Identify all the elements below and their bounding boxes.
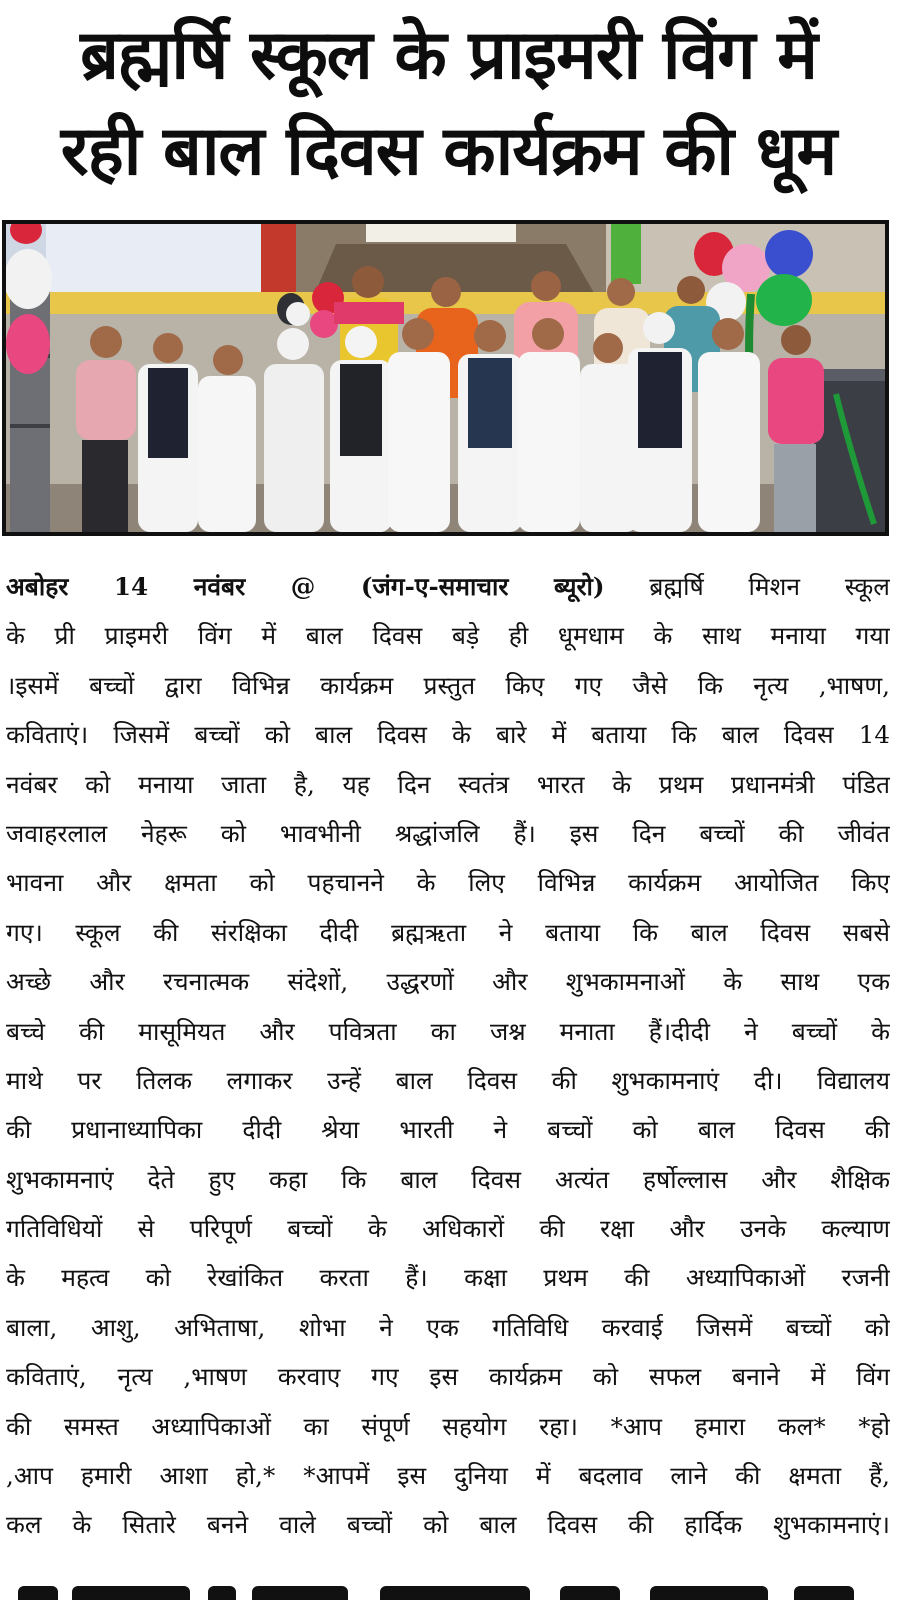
clipped-glyph — [380, 1586, 530, 1600]
article-line: कविताएं, नृत्य ,भाषण करवाए गए इस कार्यक्रम को सफल बनाने में विंग — [6, 1362, 890, 1392]
next-headline-clipped — [0, 1572, 897, 1600]
article-line: नवंबर को मनाया जाता है, यह दिन स्वतंत्र भारत के प्रथम प्रधानमंत्री पंडित — [6, 769, 890, 799]
article-line-1 — [6, 562, 890, 611]
article-dateline: अबोहर 14 नवंबर @ (जंग-ए-समाचार ब्यूरो) — [6, 572, 605, 601]
article-line: शुभकामनाएं देते हुए कहा कि बाल दिवस अत्यंत हर्षोल्लास और शैक्षिक — [6, 1164, 890, 1194]
article-line: बच्चे की मासूमियत और पवित्रता का जश्न मनाता हैं।दीदी ने बच्चों के — [6, 1016, 890, 1046]
headline — [0, 8, 897, 200]
article-first-line-rest: ब्रह्मर्षि मिशन स्कूल — [649, 572, 890, 601]
article-line: जवाहरलाल नेहरू को भावभीनी श्रद्धांजलि हैं। इस दिन बच्चों की जीवंत — [6, 818, 890, 848]
article-body — [6, 562, 890, 1550]
article-line: कल के सितारे बनने वाले बच्चों को बाल दिवस की हार्दिक शुभकामनाएं। — [6, 1510, 890, 1540]
group-photo — [2, 220, 889, 536]
headline-line-1: ब्रह्मर्षि स्कूल के प्राइमरी विंग में — [80, 16, 817, 95]
clipped-glyph — [252, 1586, 348, 1600]
clipped-glyph — [560, 1586, 620, 1600]
clipped-glyph — [72, 1586, 190, 1600]
article-line: बाला, आशु, अभिताषा, शोभा ने एक गतिविधि करवाई जिसमें बच्चों को — [6, 1312, 890, 1342]
clipped-glyph — [18, 1586, 58, 1600]
group-photo-image — [6, 224, 885, 532]
article-line: माथे पर तिलक लगाकर उन्हें बाल दिवस की शुभकामनाएं दी। विद्यालय — [6, 1065, 890, 1095]
article-line: कविताएं। जिसमें बच्चों को बाल दिवस के बारे में बताया कि बाल दिवस 14 — [6, 720, 890, 750]
article-line: के प्री प्राइमरी विंग में बाल दिवस बड़े ही धूमधाम के साथ मनाया गया — [6, 621, 890, 651]
article-line: ।इसमें बच्चों द्वारा विभिन्न कार्यक्रम प्रस्तुत किए गए जैसे कि नृत्य ,भाषण, — [6, 670, 890, 700]
article-line: की प्रधानाध्यापिका दीदी श्रेया भारती ने बच्चों को बाल दिवस की — [6, 1115, 890, 1145]
article-line: गए। स्कूल की संरक्षिका दीदी ब्रह्मऋता ने बताया कि बाल दिवस सबसे — [6, 917, 890, 947]
clipped-glyph — [794, 1586, 854, 1600]
article-line: भावना और क्षमता को पहचानने के लिए विभिन्न कार्यक्रम आयोजित किए — [6, 868, 890, 898]
article-line: गतिविधियों से परिपूर्ण बच्चों के अधिकारों की रक्षा और उनके कल्याण — [6, 1214, 890, 1244]
headline-line-2: रही बाल दिवस कार्यक्रम की धूम — [60, 112, 837, 191]
clipped-glyph — [208, 1586, 236, 1600]
article-line: अच्छे और रचनात्मक संदेशों, उद्धरणों और शुभकामनाओं के साथ एक — [6, 967, 890, 997]
article-line: के महत्व को रेखांकित करता हैं। कक्षा प्रथम की अध्यापिकाओं रजनी — [6, 1263, 890, 1293]
article-line: की समस्त अध्यापिकाओं का संपूर्ण सहयोग रहा। *आप हमारा कल* *हो — [6, 1411, 890, 1441]
article-line: ,आप हमारी आशा हो,* *आपमें इस दुनिया में बदलाव लाने की क्षमता हैं, — [6, 1461, 890, 1491]
clipped-glyph — [650, 1586, 768, 1600]
